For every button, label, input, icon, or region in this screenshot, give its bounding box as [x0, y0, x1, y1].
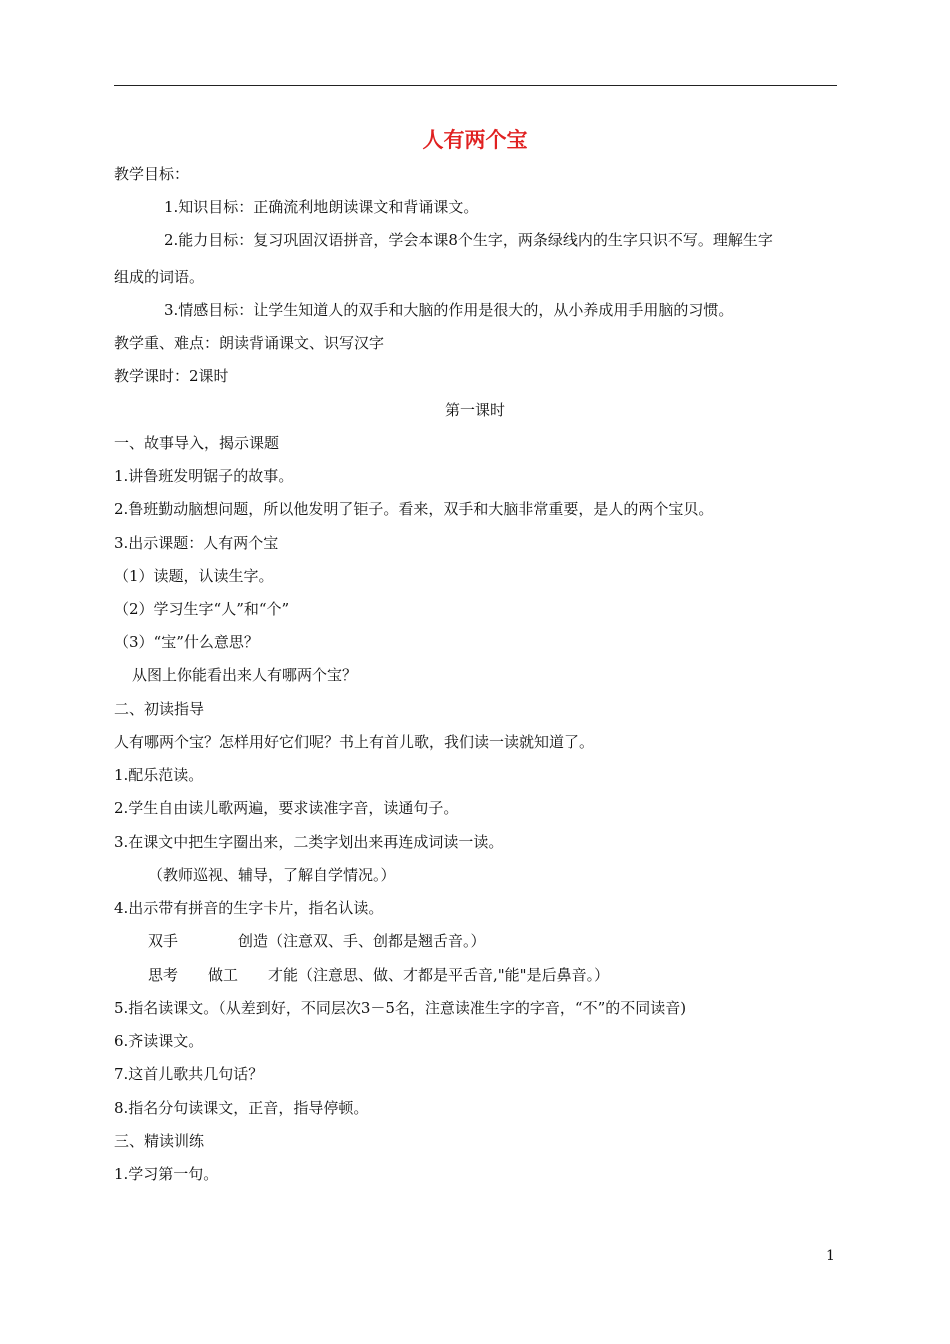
- text-line: 4.出示带有拼音的生字卡片，指名认读。: [114, 899, 384, 917]
- text-line: 2.能力目标：复习巩固汉语拼音，学会本课8个生字，两条绿线内的生字只识不写。理解生字: [164, 231, 773, 249]
- text-line: 教学目标：: [114, 165, 190, 183]
- text-line: 教学重、难点：朗读背诵课文、识写汉字: [114, 334, 385, 352]
- text-line: （2）学习生字“人”和“个”: [114, 600, 290, 618]
- text-line: 7.这首儿歌共几句话？: [114, 1065, 264, 1083]
- page-number: 1: [826, 1248, 835, 1264]
- text-line: 从图上你能看出来人有哪两个宝？: [132, 666, 358, 684]
- text-line: 5.指名读课文。（从差到好，不同层次3－5名，注意读准生字的字音，“不”的不同读音): [114, 999, 687, 1017]
- text-line: （1）读题，认读生字。: [114, 567, 274, 585]
- text-line: 双手 创造（注意双、手、创都是翘舌音。）: [148, 932, 486, 950]
- text-line: 1.配乐范读。: [114, 766, 204, 784]
- text-line: 8.指名分句读课文，正音，指导停顿。: [114, 1099, 369, 1117]
- text-line: （3）“宝”什么意思？: [114, 633, 259, 651]
- text-line: 3.在课文中把生字圈出来，二类字划出来再连成词读一读。: [114, 833, 504, 851]
- header-rule: [114, 85, 837, 86]
- text-line: 6.齐读课文。: [114, 1032, 204, 1050]
- text-line: 思考 做工 才能（注意思、做、才都是平舌音,"能"是后鼻音。）: [148, 966, 610, 984]
- text-line: 二、初读指导: [114, 700, 205, 718]
- text-line: 人有哪两个宝？怎样用好它们呢？书上有首儿歌，我们读一读就知道了。: [114, 733, 595, 751]
- text-line: 1.学习第一句。: [114, 1165, 219, 1183]
- text-line: （教师巡视、辅导，了解自学情况。）: [148, 866, 396, 884]
- text-line: 组成的词语。: [114, 268, 205, 286]
- text-line: 1.知识目标：正确流利地朗读课文和背诵课文。: [164, 198, 479, 216]
- document-title: 人有两个宝: [422, 127, 528, 152]
- section-heading: 第一课时: [444, 401, 505, 419]
- text-line: 2.鲁班勤动脑想问题，所以他发明了钜子。看来，双手和大脑非常重要，是人的两个宝贝。: [114, 500, 714, 518]
- text-line: 三、精读训练: [114, 1132, 205, 1150]
- text-line: 一、故事导入，揭示课题: [114, 434, 280, 452]
- text-line: 1.讲鲁班发明锯子的故事。: [114, 467, 294, 485]
- text-line: 教学课时：2课时: [114, 367, 229, 385]
- text-line: 2.学生自由读儿歌两遍，要求读准字音，读通句子。: [114, 799, 459, 817]
- text-line: 3.情感目标：让学生知道人的双手和大脑的作用是很大的，从小养成用手用脑的习惯。: [164, 301, 734, 319]
- text-line: 3.出示课题：人有两个宝: [114, 534, 279, 552]
